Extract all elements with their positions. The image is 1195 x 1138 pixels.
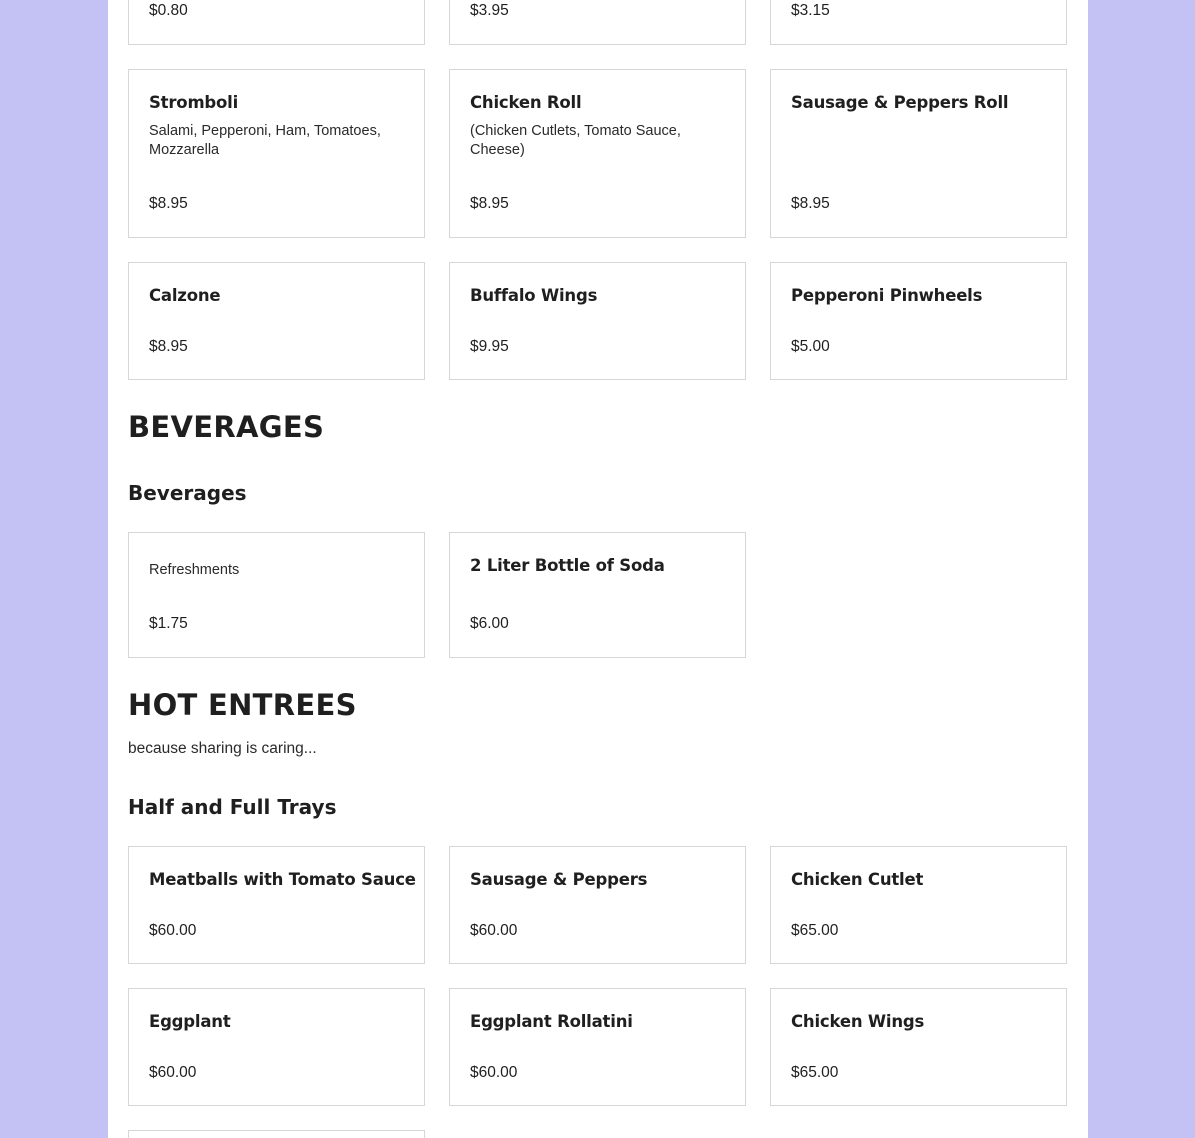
item-price: $6.00 xyxy=(470,615,509,632)
item-name: 2 Liter Bottle of Soda xyxy=(470,556,665,575)
menu-item-card[interactable] xyxy=(128,1130,425,1138)
item-name: Sausage & Peppers Roll xyxy=(791,93,1009,112)
item-price: $60.00 xyxy=(149,1064,197,1081)
item-price: $60.00 xyxy=(149,922,197,939)
menu-page xyxy=(108,0,1088,1138)
item-price: $8.95 xyxy=(149,195,188,212)
menu-item-card[interactable] xyxy=(128,988,425,1106)
category-title-trays: Half and Full Trays xyxy=(128,795,337,819)
menu-item-card[interactable] xyxy=(128,262,425,380)
menu-item-card[interactable] xyxy=(449,0,746,45)
category-title-beverages: Beverages xyxy=(128,481,247,505)
item-price: $3.95 xyxy=(470,2,509,19)
menu-item-card[interactable] xyxy=(449,846,746,964)
section-title-beverages: BEVERAGES xyxy=(128,410,325,444)
item-name: Sausage & Peppers xyxy=(470,870,648,889)
item-name: Pepperoni Pinwheels xyxy=(791,286,983,305)
item-price: $5.00 xyxy=(791,338,830,355)
item-price: $0.80 xyxy=(149,2,188,19)
item-description: (Chicken Cutlets, Tomato Sauce, Cheese) xyxy=(470,123,681,158)
menu-item-card[interactable] xyxy=(449,532,746,658)
item-price: $9.95 xyxy=(470,338,509,355)
item-name: Eggplant Rollatini xyxy=(470,1012,633,1031)
menu-item-card[interactable] xyxy=(770,0,1067,45)
item-name: Chicken Wings xyxy=(791,1012,925,1031)
menu-item-card[interactable] xyxy=(449,262,746,380)
menu-item-card[interactable] xyxy=(128,846,425,964)
item-name: Chicken Roll xyxy=(470,93,582,112)
item-price: $60.00 xyxy=(470,922,518,939)
item-price: $65.00 xyxy=(791,1064,839,1081)
menu-item-card[interactable] xyxy=(449,69,746,238)
item-name: Meatballs with Tomato Sauce xyxy=(149,870,416,889)
item-description: Refreshments xyxy=(149,562,240,578)
item-name: Buffalo Wings xyxy=(470,286,598,305)
item-price: $8.95 xyxy=(791,195,830,212)
menu-item-card[interactable] xyxy=(770,69,1067,238)
item-price: $1.75 xyxy=(149,615,188,632)
menu-item-card[interactable] xyxy=(770,262,1067,380)
section-subtitle: because sharing is caring... xyxy=(128,740,317,757)
item-description: Salami, Pepperoni, Ham, Tomatoes, Mozzarella xyxy=(149,123,381,158)
menu-item-card[interactable] xyxy=(128,0,425,45)
item-name: Chicken Cutlet xyxy=(791,870,924,889)
section-title-hot-entrees: HOT ENTREES xyxy=(128,688,357,722)
item-price: $60.00 xyxy=(470,1064,518,1081)
item-price: $8.95 xyxy=(470,195,509,212)
menu-item-card[interactable] xyxy=(128,69,425,238)
item-price: $65.00 xyxy=(791,922,839,939)
item-price: $3.15 xyxy=(791,2,830,19)
menu-item-card[interactable] xyxy=(770,988,1067,1106)
item-name: Calzone xyxy=(149,286,221,305)
item-name: Stromboli xyxy=(149,93,239,112)
menu-item-card[interactable] xyxy=(449,988,746,1106)
item-price: $8.95 xyxy=(149,338,188,355)
menu-item-card[interactable] xyxy=(128,532,425,658)
item-name: Eggplant xyxy=(149,1012,231,1031)
menu-item-card[interactable] xyxy=(770,846,1067,964)
